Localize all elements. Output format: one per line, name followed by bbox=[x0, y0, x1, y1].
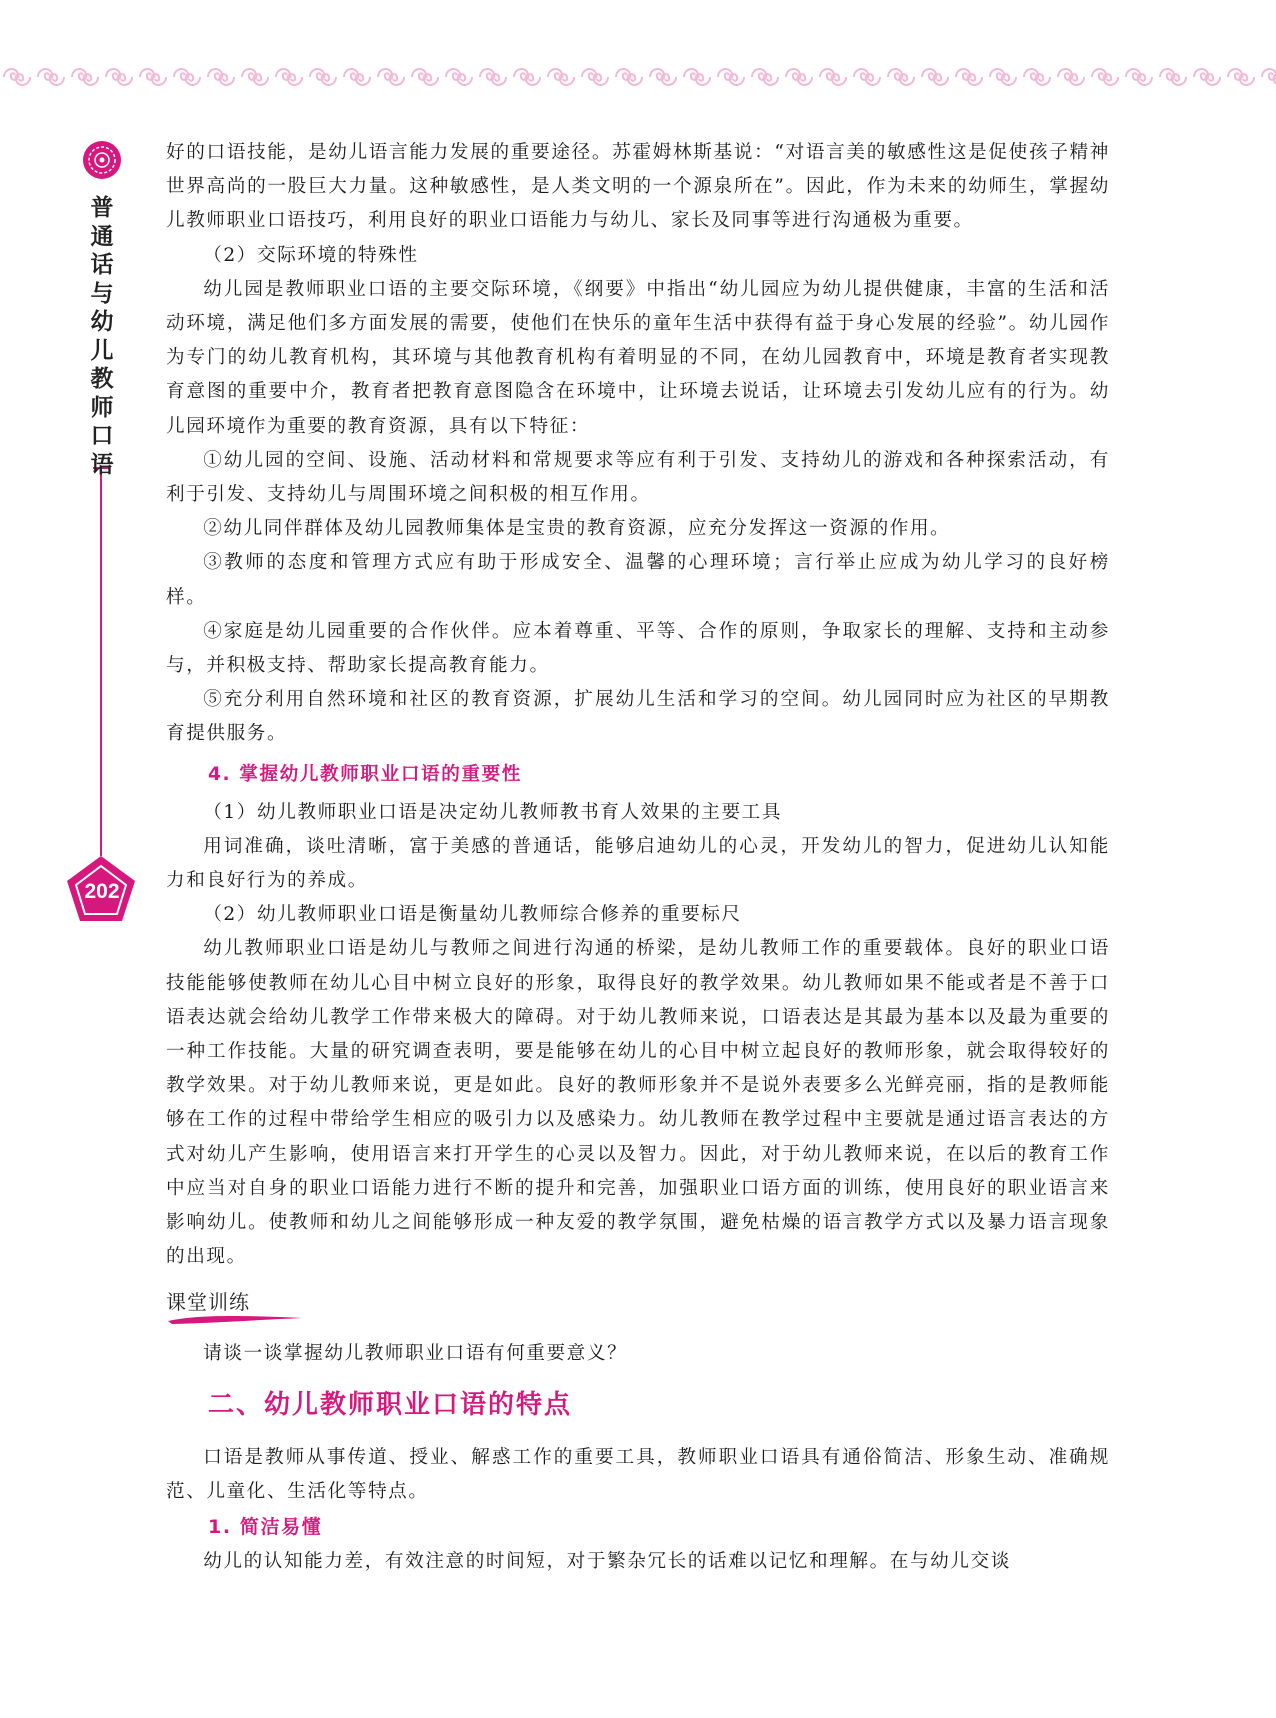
page-content bbox=[166, 136, 1110, 1579]
subheading: （2）幼儿教师职业口语是衡量幼儿教师综合修养的重要标尺 bbox=[203, 904, 742, 926]
section-heading: 4. 掌握幼儿教师职业口语的重要性 bbox=[208, 763, 522, 785]
paragraph: 口语是教师从事传道、授业、解惑工作的重要工具，教师职业口语具有通俗简洁、形象生动、准确规范、儿童化、生活化等特点。 bbox=[166, 1446, 1110, 1502]
title-char: 通 bbox=[90, 223, 114, 250]
practice-label: 课堂训练 bbox=[166, 1289, 250, 1314]
title-char: 口 bbox=[90, 423, 114, 449]
chapter-heading: 二、幼儿教师职业口语的特点 bbox=[208, 1389, 573, 1420]
book-title-vertical bbox=[86, 194, 118, 479]
list-item: ④家庭是幼儿园重要的合作伙伴。应本着尊重、平等、合作的原则，争取家长的理解、支持和主动参与，并积极支持、帮助家长提高教育能力。 bbox=[166, 620, 1110, 677]
title-char: 儿 bbox=[90, 337, 114, 364]
paragraph: 幼儿的认知能力差，有效注意的时间短，对于繁杂冗长的话难以记忆和理解。在与幼儿交谈 bbox=[203, 1551, 1011, 1573]
subheading: （2）交际环境的特殊性 bbox=[203, 244, 419, 266]
title-char: 与 bbox=[90, 280, 114, 307]
page-number: 202 bbox=[84, 880, 120, 903]
subheading: （1）幼儿教师职业口语是决定幼儿教师教书育人效果的主要工具 bbox=[203, 801, 783, 823]
list-item: ①幼儿园的空间、设施、活动材料和常规要求等应有利于引发、支持幼儿的游戏和各种探索活动，有利于引发、支持幼儿与周围环境之间积极的相互作用。 bbox=[166, 449, 1110, 506]
title-char: 话 bbox=[90, 252, 114, 278]
rosette-icon bbox=[83, 141, 121, 179]
paragraph: 幼儿教师职业口语是幼儿与教师之间进行沟通的桥梁，是幼儿教师工作的重要载体。良好的职业口语技能能够使教师在幼儿心目中树立良好的形象，取得良好的教学效果。幼儿教师如果不能或者是不善于口语表达就会给幼儿教学工作带来极大的障碍。对于幼儿教师来说，口语表达是其最为基本以及最为重要的一种工作技能。大量的研究调查表明，要是能够在幼儿的心目中树立起良好的教师形象，就会取得较好的教学效果。对于幼儿教师来说，更是如此。良好的教师形象并不是说外表要多么光鲜亮丽，指的是教师能够在工作的过程中带给学生相应的吸引力以及感染力。幼儿教师在教学过程中主要就是通过语言表达的方式对幼儿产生影响，使用语言来打开学生的心灵以及智力。因此，对于幼儿教师来说，在以后的教育工作中应当对自身的职业口语能力进行不断的提升和完善，加强职业口语方面的训练，使用良好的职业语言来影响幼儿。使教师和幼儿之间能够形成一种友爱的教学氛围，避免枯燥的语言教学方式以及暴力语言现象的出现。 bbox=[166, 938, 1110, 1268]
title-char: 语 bbox=[90, 451, 114, 478]
top-decorative-border bbox=[0, 62, 1276, 92]
paragraph: 用词准确，谈吐清晰，富于美感的普通话，能够启迪幼儿的心灵，开发幼儿的智力，促进幼儿认知能力和良好行为的养成。 bbox=[166, 835, 1110, 892]
practice-question: 请谈一谈掌握幼儿教师职业口语有何重要意义？ bbox=[203, 1342, 628, 1364]
title-char: 师 bbox=[90, 394, 114, 421]
paragraph: 幼儿园是教师职业口语的主要交际环境，《纲要》中指出“幼儿园应为幼儿提供健康，丰富的生活和活动环境，满足他们多方面发展的需要，使他们在快乐的童年生活中获得有益于身心发展的经验”。幼儿园作为专门的幼儿教育机构，其环境与其他教育机构有着明显的不同，在幼儿园教育中，环境是教育者实现教育意图的重要中介，教育者把教育意图隐含在环境中，让环境去说话，让环境去引发幼儿应有的行为。幼儿园环境作为重要的教育资源，具有以下特征： bbox=[166, 278, 1110, 437]
list-item: ②幼儿同伴群体及幼儿园教师集体是宝贵的教育资源，应充分发挥这一资源的作用。 bbox=[203, 518, 951, 540]
paragraph: 好的口语技能，是幼儿语言能力发展的重要途径。苏霍姆林斯基说：“对语言美的敏感性这是促使孩子精神世界高尚的一股巨大力量。这种敏感性，是人类文明的一个源泉所在”。因此，作为未来的幼师生，掌握幼儿教师职业口语技巧，利用良好的职业口语能力与幼儿、家长及同事等进行沟通极为重要。 bbox=[166, 142, 1110, 232]
list-item: ⑤充分利用自然环境和社区的教育资源，扩展幼儿生活和学习的空间。幼儿园同时应为社区的早期教育提供服务。 bbox=[166, 689, 1110, 745]
brush-underline bbox=[166, 1311, 306, 1327]
subsection-heading: 1. 简洁易懂 bbox=[208, 1516, 323, 1539]
list-item: ③教师的态度和管理方式应有助于形成安全、温馨的心理环境；言行举止应成为幼儿学习的良好榜样。 bbox=[166, 552, 1110, 608]
title-char: 普 bbox=[90, 195, 114, 221]
title-char: 教 bbox=[90, 366, 114, 392]
title-char: 幼 bbox=[90, 309, 114, 335]
practice-box bbox=[166, 1281, 1110, 1337]
